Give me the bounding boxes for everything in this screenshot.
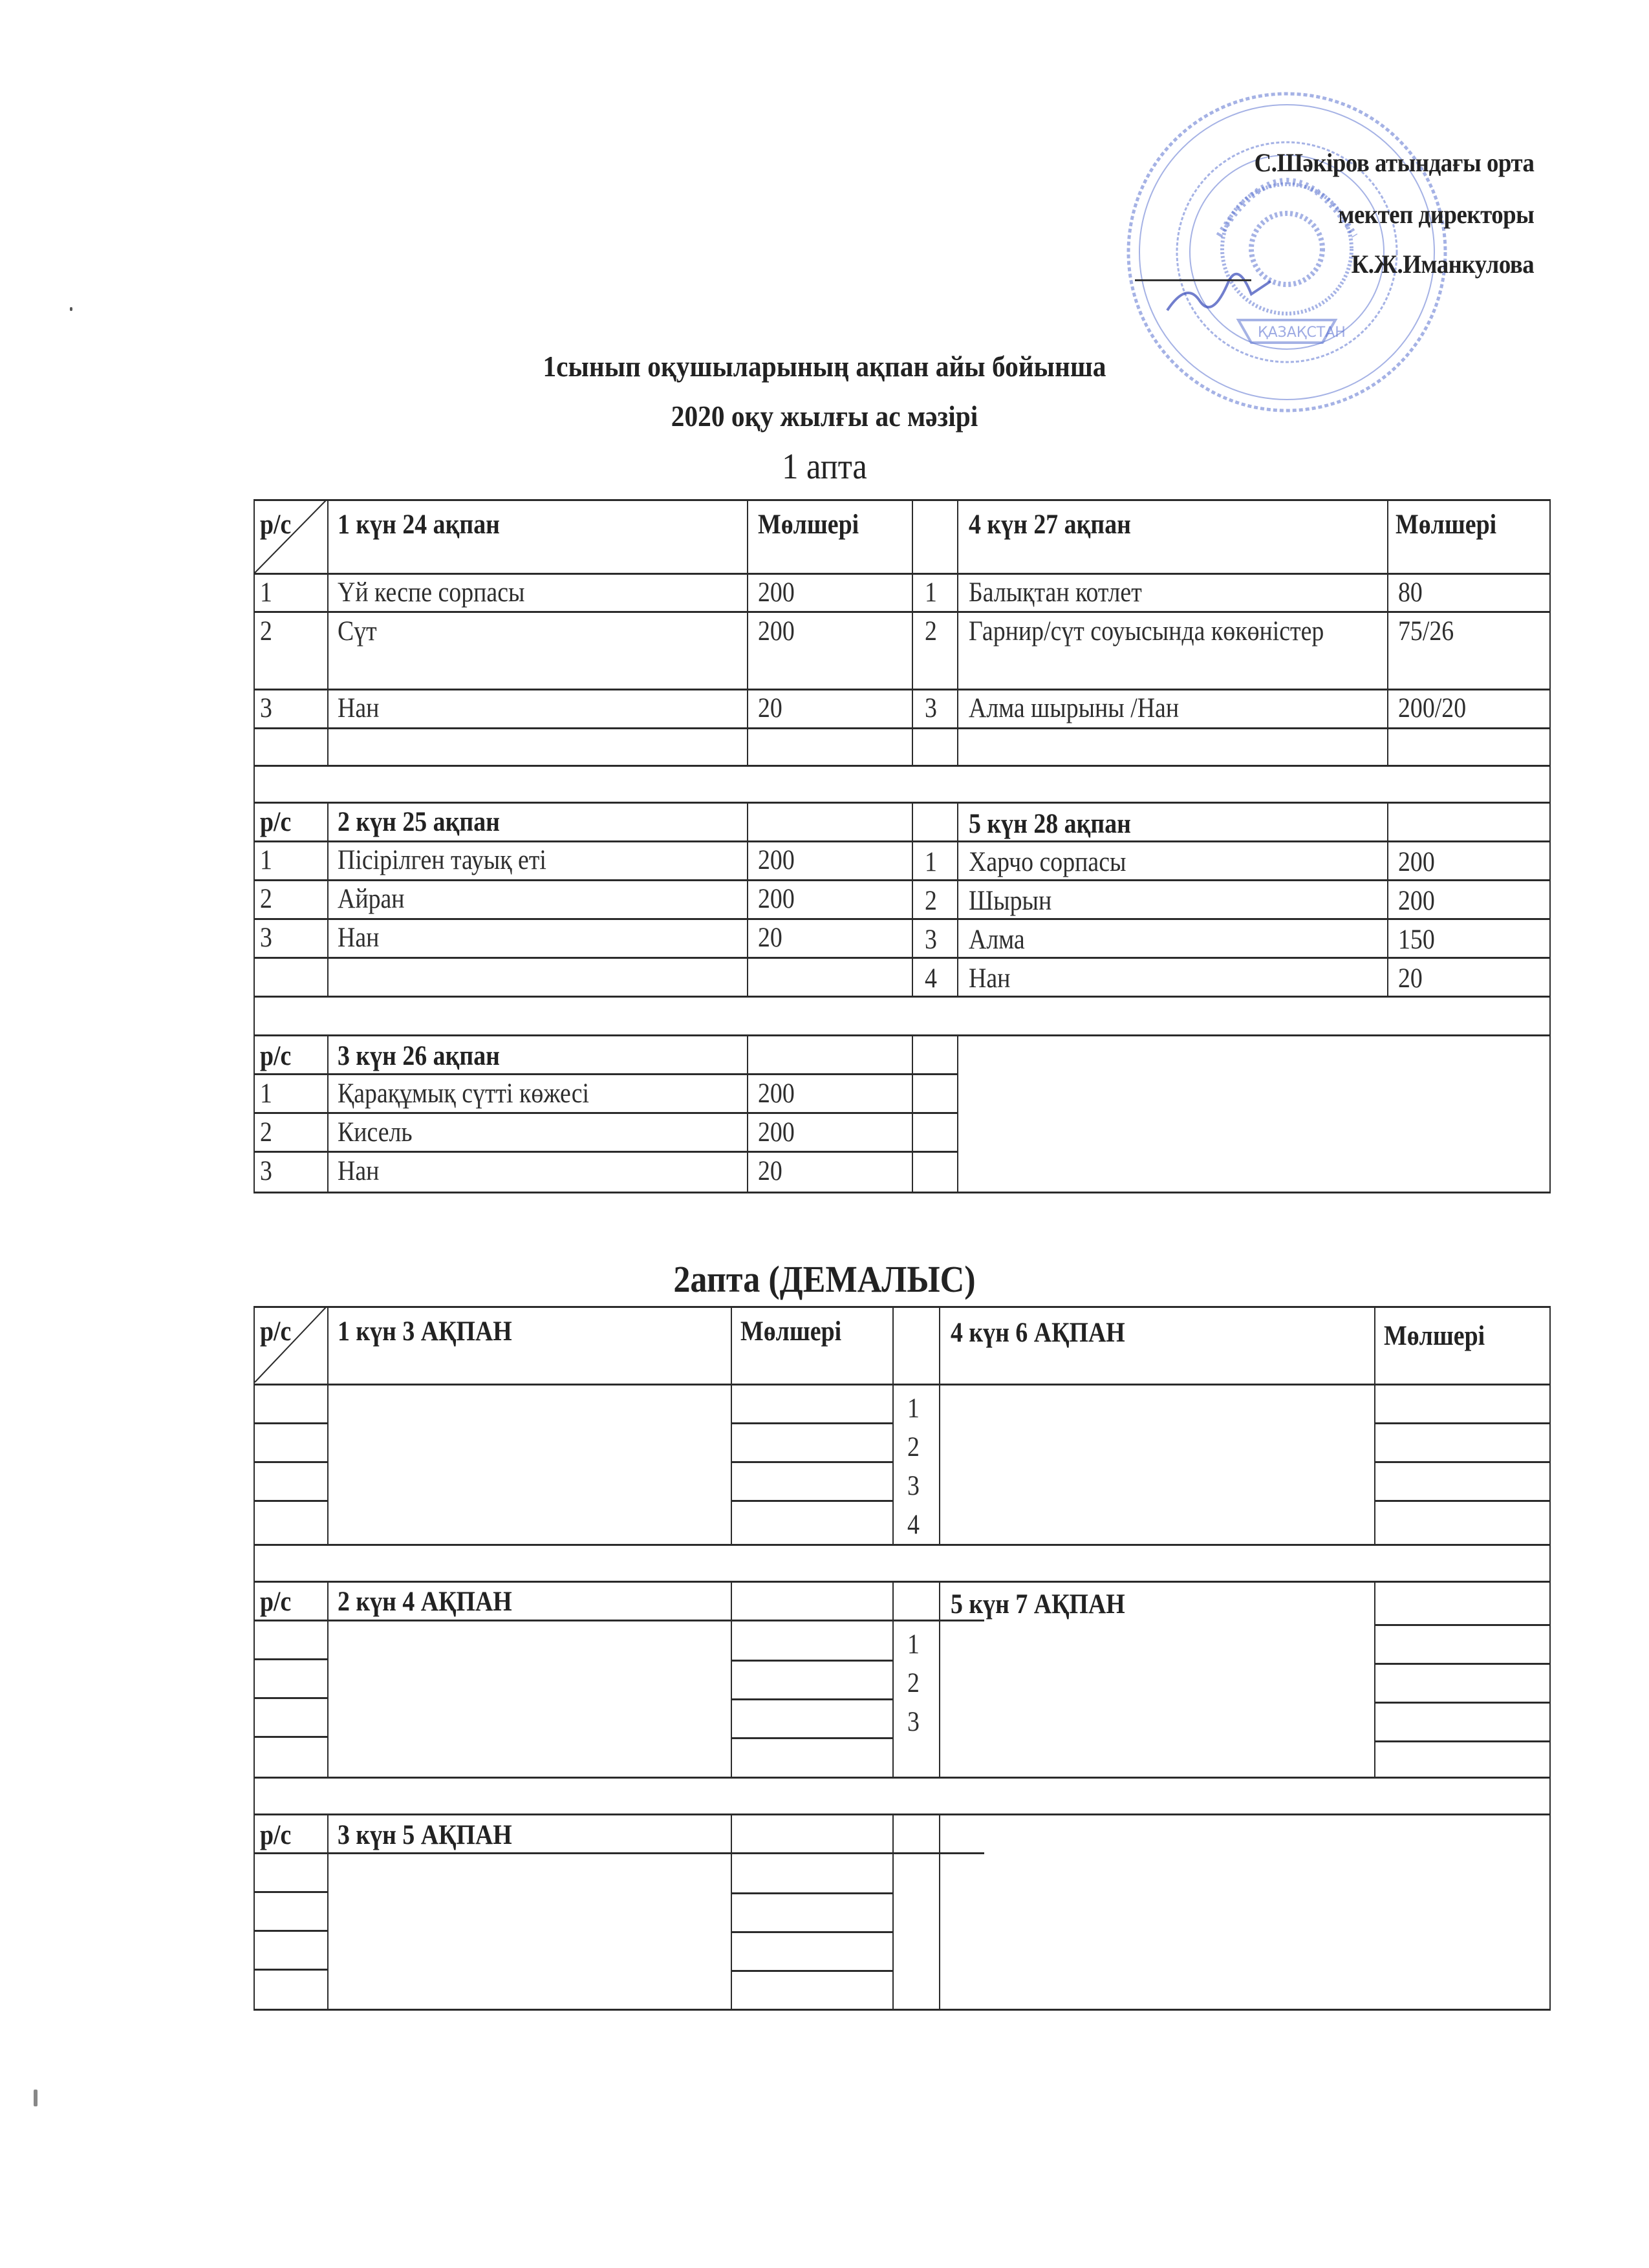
- dish-name: Алма шырыны /Нан: [969, 693, 1180, 723]
- row-number: 1: [907, 1393, 920, 1424]
- scan-speck: [70, 307, 72, 311]
- dish-qty: 20: [758, 1156, 782, 1186]
- row-number: 3: [907, 1471, 920, 1501]
- dish-name: Нан: [338, 923, 380, 953]
- scan-speck: [34, 2090, 38, 2106]
- amount-header: Мөлшері: [758, 509, 859, 540]
- row-number: 2: [260, 884, 272, 914]
- day3-header: 3 күн 26 ақпан: [338, 1041, 500, 1071]
- dish-name: Қарақұмық сүтті көжесі: [338, 1078, 590, 1109]
- row-number: 2: [925, 886, 937, 916]
- dish-name: Балықтан котлет: [969, 577, 1142, 608]
- signature-line: [1135, 279, 1251, 281]
- document-title-line-1: 1сынып оқушыларының ақпан айы бойынша: [543, 350, 1106, 383]
- amount-header: Мөлшері: [740, 1316, 842, 1347]
- dish-name: Гарнир/сүт соуысында көкөністер: [969, 616, 1324, 647]
- dish-name: Нан: [338, 1156, 380, 1186]
- dish-qty: 200: [758, 616, 795, 647]
- row-number: 3: [260, 693, 272, 723]
- dish-name: Нан: [969, 963, 1011, 994]
- approval-line-1: С.Шәкіров атындағы орта: [1254, 148, 1534, 177]
- row-number: 3: [260, 923, 272, 953]
- dish-qty: 150: [1398, 925, 1435, 955]
- dish-qty: 200: [758, 845, 795, 875]
- dish-name: Шырын: [969, 886, 1052, 916]
- row-number: 1: [907, 1629, 920, 1660]
- dish-qty: 200/20: [1398, 693, 1467, 723]
- day4-header: 4 күн 27 ақпан: [969, 509, 1131, 540]
- dish-qty: 200: [1398, 886, 1435, 916]
- amount-header-2: Мөлшері: [1384, 1321, 1485, 1351]
- day2-header: 2 күн 25 ақпан: [338, 807, 500, 837]
- dish-name: Нан: [338, 693, 380, 723]
- row-number: 4: [907, 1510, 920, 1540]
- document-title-line-2: 2020 оқу жылғы ас мәзірі: [671, 400, 978, 433]
- row-number: 3: [925, 925, 937, 955]
- dish-qty: 75/26: [1398, 616, 1454, 647]
- day5-header: 5 күн 7 АҚПАН: [951, 1589, 1125, 1620]
- row-number: 2: [260, 1117, 272, 1148]
- dish-name: Пісірілген тауық еті: [338, 845, 546, 875]
- row-number: 1: [925, 577, 937, 608]
- dish-name: Айран: [338, 884, 405, 914]
- pc-header: р/с: [260, 1316, 292, 1347]
- day5-header: 5 күн 28 ақпан: [969, 809, 1131, 839]
- dish-qty: 200: [758, 884, 795, 914]
- dish-qty: 80: [1398, 577, 1423, 608]
- day4-header: 4 күн 6 АҚПАН: [951, 1318, 1125, 1348]
- dish-qty: 200: [1398, 847, 1435, 877]
- dish-name: Алма: [969, 925, 1025, 955]
- week2-heading: 2апта (ДЕМАЛЫС): [673, 1258, 976, 1300]
- pc-header: р/с: [260, 807, 292, 837]
- dish-qty: 200: [758, 1078, 795, 1109]
- row-number: 2: [907, 1668, 920, 1698]
- row-number: 2: [925, 616, 937, 647]
- day3-header: 3 күн 5 АҚПАН: [338, 1820, 512, 1850]
- dish-qty: 200: [758, 577, 795, 608]
- row-number: 1: [260, 577, 272, 608]
- dish-name: Кисель: [338, 1117, 413, 1148]
- pc-header: р/с: [260, 509, 292, 540]
- row-number: 1: [925, 847, 937, 877]
- row-number: 3: [907, 1707, 920, 1737]
- dish-name: Сүт: [338, 616, 377, 647]
- dish-qty: 20: [758, 923, 782, 953]
- pc-header: р/с: [260, 1820, 292, 1850]
- pc-header: р/с: [260, 1587, 292, 1617]
- week1-heading: 1 апта: [782, 447, 867, 487]
- row-number: 3: [925, 693, 937, 723]
- dish-qty: 20: [1398, 963, 1423, 994]
- dish-name: Харчо сорпасы: [969, 847, 1126, 877]
- approval-line-2: мектеп директоры: [1337, 200, 1534, 229]
- row-number: 1: [260, 845, 272, 875]
- amount-header-2: Мөлшері: [1396, 509, 1497, 540]
- approval-line-3: К.Ж.Иманкулова: [1351, 250, 1534, 279]
- row-number: 2: [260, 616, 272, 647]
- row-number: 1: [260, 1078, 272, 1109]
- row-number: 2: [907, 1432, 920, 1462]
- dish-qty: 20: [758, 693, 782, 723]
- pc-header: р/с: [260, 1041, 292, 1071]
- day1-header: 1 күн 24 ақпан: [338, 509, 500, 540]
- row-number: 3: [260, 1156, 272, 1186]
- stamp-text: ҚАЗАҚСТАН: [1258, 325, 1346, 341]
- day2-header: 2 күн 4 АҚПАН: [338, 1587, 512, 1617]
- dish-name: Үй кеспе сорпасы: [338, 577, 525, 608]
- row-number: 4: [925, 963, 937, 994]
- day1-header: 1 күн 3 АҚПАН: [338, 1316, 512, 1347]
- dish-qty: 200: [758, 1117, 795, 1148]
